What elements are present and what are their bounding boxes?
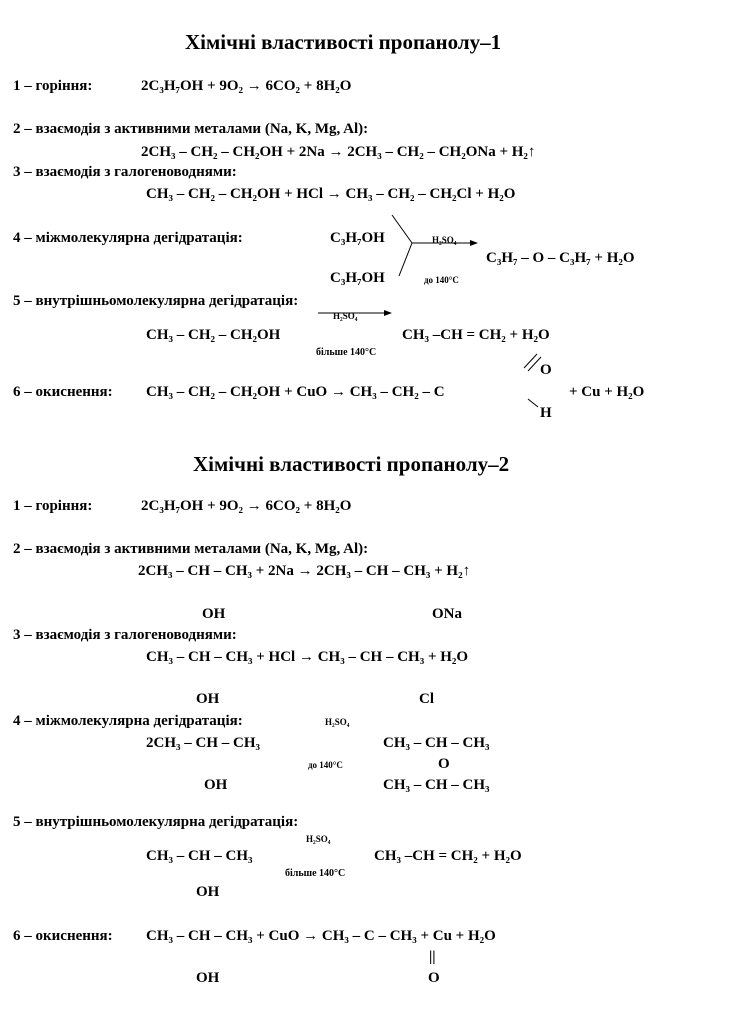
reaction-6-equation: CH₃ – CH – CH₃ + CuO → CH₃ – C – CH₃ + Cu + H₂O — [146, 928, 496, 944]
reaction-5-oh-group: OH — [196, 884, 220, 900]
reaction-3-equation: CH₃ – CH – CH₃ + HCl → CH₃ – CH – CH₃ + H₂O — [146, 649, 469, 665]
reaction-5-label: 5 – внутрішньомолекулярна дегідратація: — [13, 814, 299, 830]
reaction-5-product: CH₃ –CH = CH₂ + H₂O — [402, 327, 550, 343]
aldehyde-double-bond-2 — [528, 357, 541, 371]
reaction-1-equation: 2C₃H₇OH + 9O₂ → 6CO₂ + 8H₂O — [141, 498, 352, 514]
reaction-4-temperature: до 140°C — [424, 275, 459, 285]
reaction-4-product-top: CH₃ – CH – CH₃ — [383, 735, 490, 751]
reaction-1-equation: 2C₃H₇OH + 9O₂ → 6CO₂ + 8H₂O — [141, 78, 352, 94]
title-propanol-1: Хімічні властивості пропанолу–1 — [185, 30, 502, 54]
reaction-5-catalyst: H₂SO₄ — [333, 311, 358, 321]
reaction-2-equation: 2CH₃ – CH₂ – CH₂OH + 2Na → 2CH₃ – CH₂ – CH₂ONa + H₂↑ — [141, 144, 536, 160]
reaction-5-reactant: CH₃ – CH – CH₃ — [146, 848, 253, 864]
reaction-5-label: 5 – внутрішньомолекулярна дегідратація: — [13, 293, 299, 309]
reaction-2-equation: 2CH₃ – CH – CH₃ + 2Na → 2CH₃ – CH – CH₃ + H₂↑ — [138, 563, 471, 579]
reaction-5-reactant: CH₃ – CH₂ – CH₂OH — [146, 327, 281, 343]
reaction-2-ona-group: ONa — [432, 606, 462, 622]
reaction-3-label: 3 – взаємодія з галогеноводнями: — [13, 164, 237, 180]
reaction-6-aldehyde-oxygen: O — [540, 362, 552, 378]
reaction-1-label: 1 – горіння: — [13, 498, 93, 514]
reaction-4-ether-oxygen: O — [438, 756, 450, 772]
reaction-6-oh-group: OH — [196, 970, 220, 986]
reaction-4-bottom-bond-line — [399, 243, 412, 276]
reaction-5-temperature: більше 140°C — [285, 868, 346, 879]
reaction-4-oh-group: OH — [204, 777, 228, 793]
reaction-4-reactant-top: C₃H₇OH — [330, 230, 385, 246]
reaction-2-label: 2 – взаємодія з активними металами (Na, K, Mg, Al): — [13, 121, 369, 137]
reaction-4-catalyst: H₂SO₄ — [432, 235, 457, 245]
reaction-6-equation: CH₃ – CH₂ – CH₂OH + CuO → CH₃ – CH₂ – C — [146, 384, 445, 400]
reaction-6-label: 6 – окиснення: — [13, 928, 113, 944]
reaction-4-arrow-head — [470, 240, 478, 246]
reaction-3-equation: CH₃ – CH₂ – CH₂OH + HCl → CH₃ – CH₂ – CH₂Cl + H₂O — [146, 186, 516, 202]
reaction-4-reactant: 2CH₃ – CH – CH₃ — [146, 735, 260, 751]
reaction-6-label: 6 – окиснення: — [13, 384, 113, 400]
reaction-5-product: CH₃ –CH = CH₂ + H₂O — [374, 848, 522, 864]
reaction-4-label: 4 – міжмолекулярна дегідратація: — [13, 713, 243, 729]
reaction-5-temperature: більше 140°C — [316, 347, 377, 358]
reaction-6-equation-tail: + Cu + H₂O — [569, 384, 645, 400]
reaction-1-label: 1 – горіння: — [13, 78, 93, 94]
reaction-4-top-bond-line — [392, 215, 412, 243]
reaction-5-catalyst: H₂SO₄ — [306, 834, 331, 844]
reaction-3-oh-group: OH — [196, 691, 220, 707]
reaction-4-reactant-bottom: C₃H₇OH — [330, 270, 385, 286]
reaction-4-temperature: до 140°C — [308, 760, 343, 770]
reaction-2-oh-group: OH — [202, 606, 226, 622]
reaction-6-double-bond: || — [429, 949, 436, 965]
aldehyde-single-bond — [528, 399, 538, 407]
reaction-5-arrow-head — [384, 310, 392, 316]
reaction-4-catalyst: H₂SO₄ — [325, 717, 350, 727]
reaction-4-product: C₃H₇ – O – C₃H₇ + H₂O — [486, 250, 635, 266]
aldehyde-double-bond-1 — [524, 354, 537, 368]
reaction-3-label: 3 – взаємодія з галогеноводнями: — [13, 627, 237, 643]
reaction-2-label: 2 – взаємодія з активними металами (Na, K, Mg, Al): — [13, 541, 369, 557]
reaction-6-ketone-oxygen: O — [428, 970, 440, 986]
title-propanol-2: Хімічні властивості пропанолу–2 — [193, 452, 510, 476]
reaction-4-label: 4 – міжмолекулярна дегідратація: — [13, 230, 243, 246]
reaction-6-aldehyde-hydrogen: H — [540, 405, 552, 421]
reaction-3-cl-group: Cl — [419, 691, 434, 707]
reaction-4-product-bottom: CH₃ – CH – CH₃ — [383, 777, 490, 793]
